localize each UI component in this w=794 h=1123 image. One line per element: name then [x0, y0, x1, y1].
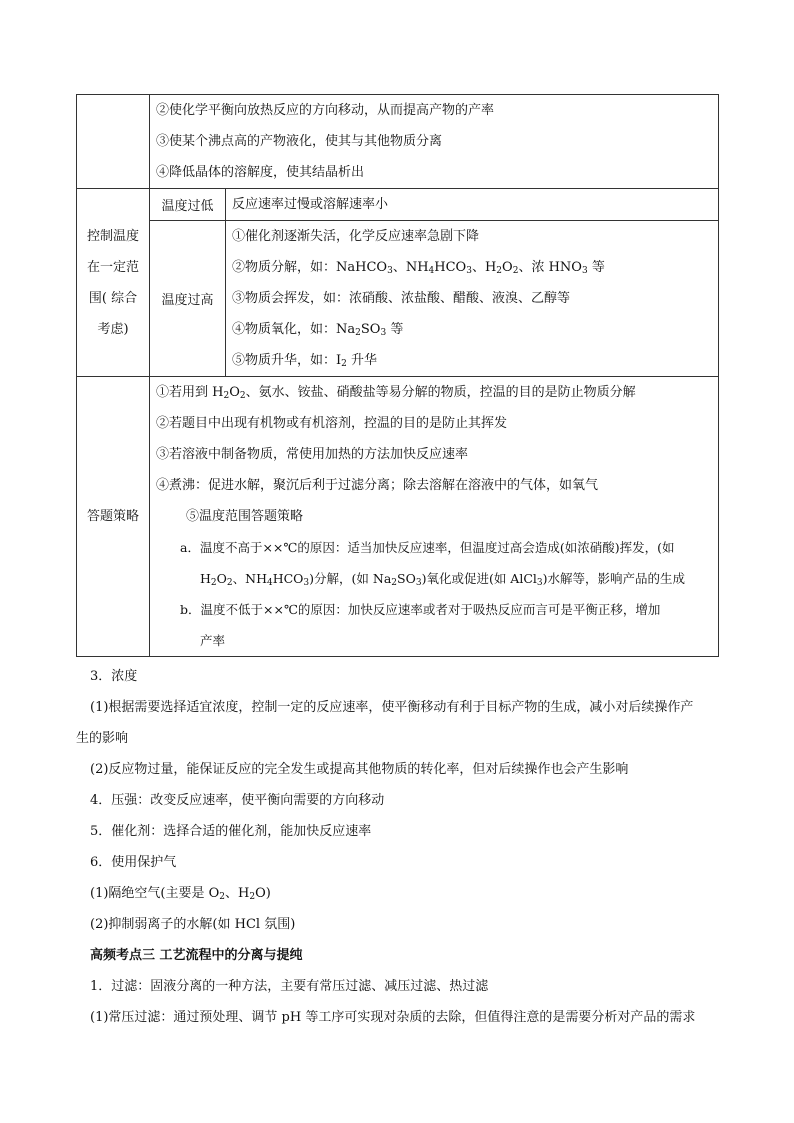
paragraph: (2)反应物过量，能保证反应的完全发生或提高其他物质的转化率，但对后续操作也会产生影响	[90, 762, 629, 777]
list-item: ④降低晶体的溶解度，使其结晶析出	[156, 165, 365, 180]
paragraph: 生的影响	[76, 731, 129, 746]
list-item: ⑤温度范围答题策略	[186, 509, 304, 524]
list-item: ②使化学平衡向放热反应的方向移动，从而提高产物的产率	[156, 103, 495, 118]
list-item: ③物质会挥发，如：浓硝酸、浓盐酸、醋酸、液溴、乙醇等	[232, 291, 571, 306]
list-item: ①催化剂逐渐失活，化学反应速率急剧下降	[232, 229, 480, 244]
heading-protective-gas: 6．使用保护气	[90, 855, 177, 870]
table-row	[77, 221, 719, 377]
continuation-cell	[150, 95, 719, 189]
empty-label-cell	[77, 95, 150, 189]
heading-pressure: 4．压强：改变反应速率，使平衡向需要的方向移动	[90, 793, 385, 808]
temp-low-text-cell	[226, 189, 719, 221]
list-item: 产率	[200, 633, 226, 648]
list-item: ④物质氧化，如：$Na_2SO_3$ 等	[232, 322, 404, 338]
heading-catalyst: 5．催化剂：选择合适的催化剂，能加快反应速率	[90, 824, 372, 839]
list-item: ①若用到 $H_2O_2$、氨水、铵盐、硝酸盐等易分解的物质，控温的目的是防止物质分解	[156, 385, 636, 401]
paragraph: 1．过滤：固液分离的一种方法，主要有常压过滤、减压过滤、热过滤	[90, 979, 489, 994]
paragraph: (1)隔绝空气(主要是 $O_2$、$H_2O$)	[90, 886, 271, 902]
temp-high-label: 温度过高	[150, 221, 226, 377]
list-item: ②若题目中出现有机物或有机溶剂，控温的目的是防止其挥发	[156, 416, 508, 431]
list-item: ④煮沸：促进水解，聚沉后利于过滤分离；除去溶解在溶液中的气体，如氧气	[156, 478, 599, 493]
list-item: ③使某个沸点高的产物液化，使其与其他物质分离	[156, 134, 443, 149]
list-item: a．温度不高于××℃的原因：适当加快反应速率，但温度过高会造成(如浓硝酸)挥发，(如	[180, 540, 675, 555]
temp-low-label: 温度过低	[150, 189, 226, 221]
list-item: ②物质分解，如：NaHCO$_3$、$NH_4HCO_3$、$H_2O_2$、浓 $HNO_3$ 等	[232, 260, 605, 276]
table-row	[77, 95, 719, 189]
strategy-cell	[150, 377, 719, 657]
table-row	[77, 377, 719, 657]
heading-concentration: 3．浓度	[90, 669, 138, 684]
section-heading: 高频考点三 工艺流程中的分离与提纯	[90, 948, 303, 963]
temp-range-label-cell: 控制温度 在一定范 围( 综合 考虑)	[77, 189, 150, 377]
temp-low-text: 反应速率过慢或溶解速率小	[232, 197, 389, 212]
temp-high-text-cell	[226, 221, 719, 377]
table-row	[77, 189, 719, 221]
strategy-label: 答题策略	[77, 377, 150, 657]
list-item: b．温度不低于××℃的原因：加快反应速率或者对于吸热反应而言可是平衡正移，增加	[180, 602, 661, 617]
paragraph: (1)根据需要选择适宜浓度，控制一定的反应速率，使平衡移动有利于目标产物的生成，减小对后续操作产	[90, 700, 694, 715]
temperature-control-table	[76, 94, 719, 657]
list-item: $H_2O_2$、$NH_4HCO_3$)分解，(如 $Na_2SO_3$)氧化或促进(如 AlCl$_3$)水解等，影响产品的生成	[200, 571, 686, 588]
paragraph: (1)常压过滤：通过预处理、调节 pH 等工序可实现对杂质的去除，但值得注意的是需要分析对产品的需求	[90, 1010, 696, 1025]
list-item: ③若溶液中制备物质，常使用加热的方法加快反应速率	[156, 447, 469, 462]
paragraph: (2)抑制弱离子的水解(如 HCl 氛围)	[90, 917, 296, 932]
list-item: ⑤物质升华，如：$I_2$ 升华	[232, 353, 378, 369]
